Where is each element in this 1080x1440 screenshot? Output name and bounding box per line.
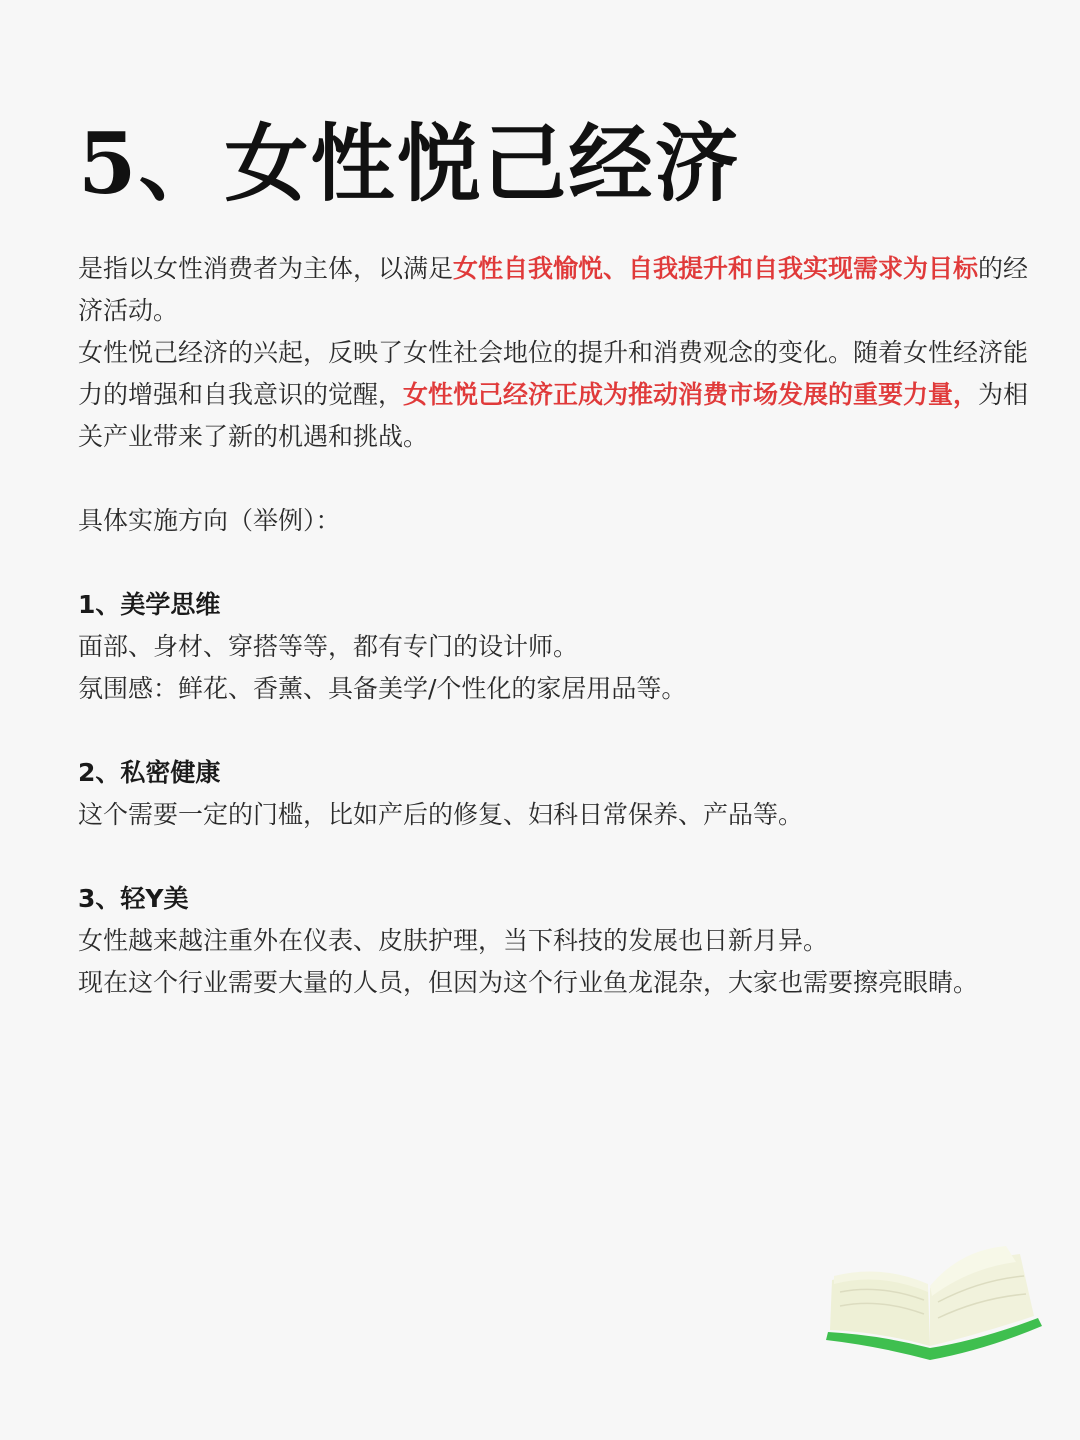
intro-text-end: 的经济活动。 (78, 254, 1029, 325)
directions-heading: 具体实施方向（举例）： (78, 506, 341, 535)
item-line: 这个需要一定的门槛，比如产后的修复、妇科日常保养、产品等。 (78, 800, 804, 829)
item-heading: 3、轻Y美 (78, 884, 189, 913)
item-heading: 1、美学思维 (78, 590, 221, 619)
item-line: 现在这个行业需要大量的人员，但因为这个行业鱼龙混杂，大家也需要擦亮眼睛。 (78, 968, 979, 997)
intro-paragraph-1 (78, 248, 1033, 332)
intro-text: 是指以女性消费者为主体，以满足 (78, 254, 454, 283)
intro-highlight: 女性自我愉悦、自我提升和自我实现需求为目标 (453, 254, 979, 283)
intro-text-2-end: 为相关产业带来了新的机遇和挑战。 (78, 380, 1029, 451)
page-title: 5、女性悦己经济 (78, 114, 741, 213)
item-heading: 2、私密健康 (78, 758, 221, 787)
open-book-icon (820, 1240, 1050, 1370)
intro-highlight-2: 女性悦己经济正成为推动消费市场发展的重要力量， (403, 380, 979, 409)
item-line: 面部、身材、穿搭等等，都有专门的设计师。 (78, 632, 579, 661)
intro-text-2: 女性悦己经济的兴起，反映了女性社会地位的提升和消费观念的变化。随着女性经济能力的增强和自我意识的觉醒， (78, 338, 1029, 409)
item-line: 女性越来越注重外在仪表、皮肤护理，当下科技的发展也日新月异。 (78, 926, 829, 955)
intro-paragraph-2 (78, 332, 1033, 458)
item-line: 氛围感：鲜花、香薰、具备美学/个性化的家居用品等。 (78, 674, 687, 703)
article-body (78, 248, 1033, 1004)
